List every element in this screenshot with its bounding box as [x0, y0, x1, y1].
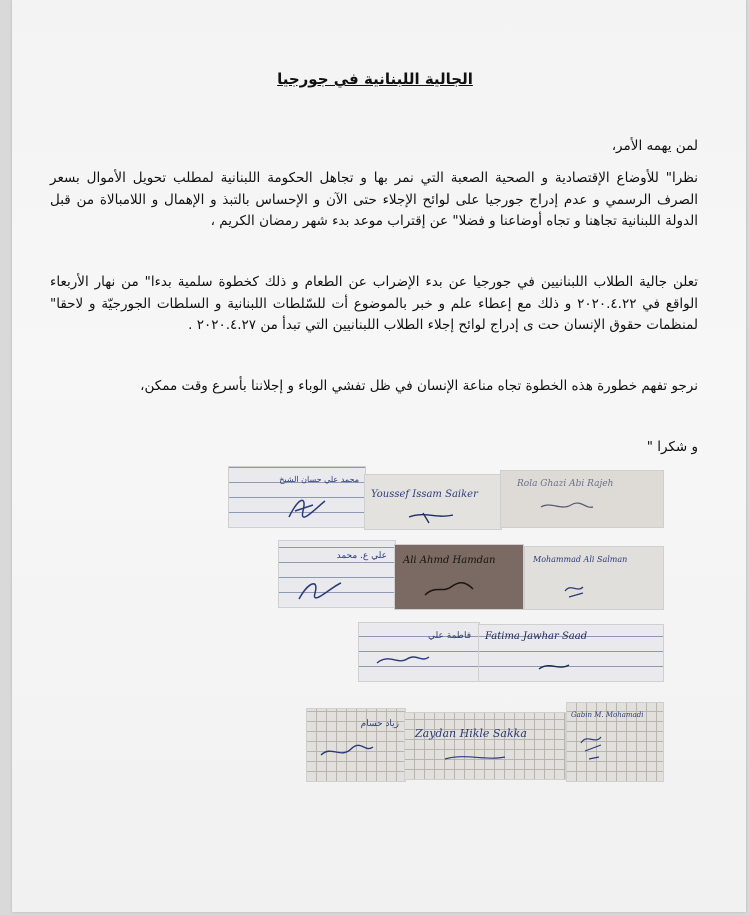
signature-card — [228, 466, 366, 528]
paragraph-situation: نظرا" للأوضاع الإقتصادية و الصحية الصعبة التي نمر بها و تجاهل الحكومة اللبنانية لمطلب تحويل الأموال بسعر الصرف الرسمي و عدم إدراج جورجيا على لوائح الإجلاء حتى الآن و الإحساس بالتبذ و الإهمال و اللامبالاة من قبل الدولة اللبنانية تجاهنا و تجاه أوضاعنا و فضلا" عن إقتراب موعد بدء شهر رمضان الكريم ، — [50, 170, 698, 229]
closing-thanks: و شكرا " — [646, 439, 698, 455]
signature-card — [566, 702, 664, 782]
paragraph-announcement: تعلن جالية الطلاب اللبنانيين في جورجيا عن بدء الإضراب عن الطعام و ذلك كخطوة سلمية بدءا" من نهار الأربعاء الواقع في ٢٠٢٠.٤.٢٢ و ذلك مع إعطاء علم و خبر بالموضوع أت للسّلطات اللبنانية و السلطات الجورجيّة و لاحقا" لمنظمات حقوق الإنسان حت ى إدراج لوائح إجلاء الطلاب اللبنانيين التي تبدأ من ٢٠٢٠.٤.٢٧ . — [50, 274, 698, 333]
signature-card — [358, 622, 480, 682]
handwritten-signature — [501, 471, 663, 527]
signature-name: Zaydan Hikle Sakka — [415, 727, 527, 740]
signature-name: Rola Ghazi Abi Rajeh — [517, 479, 614, 489]
handwritten-signature — [405, 713, 565, 779]
signature-card — [364, 474, 502, 530]
signature-card — [278, 540, 396, 608]
signature-card — [478, 624, 664, 682]
signature-name: Gabin M. Mohamadi — [571, 711, 644, 719]
handwritten-signature — [229, 467, 365, 527]
signature-name: Youssef Issam Saiker — [371, 489, 478, 500]
signature-name: زياد حسام — [360, 719, 399, 729]
signature-card — [500, 470, 664, 528]
signature-name: Ali Ahmd Hamdan — [403, 555, 496, 566]
signature-card — [404, 712, 566, 780]
handwritten-signature — [307, 709, 405, 781]
greeting-line: لمن يهمه الأمر، — [611, 138, 698, 154]
signature-name: فاطمة علي — [428, 631, 471, 641]
handwritten-signature — [359, 623, 479, 681]
handwritten-signature — [279, 541, 395, 607]
document-title: الجالية اللبنانية في جورجيا — [277, 70, 473, 88]
handwritten-signature — [567, 703, 663, 781]
signature-card — [524, 546, 664, 610]
handwritten-signature — [395, 545, 523, 609]
handwritten-signature — [365, 475, 501, 529]
paragraph-request: نرجو تفهم خطورة هذه الخطوة تجاه مناعة الإنسان في ظل تفشي الوباء و إجلاننا بأسرع وقت ممكن، — [140, 378, 698, 394]
signature-name: علي ع. محمد — [336, 551, 387, 561]
signature-card — [394, 544, 524, 610]
signature-name: Fatima Jawhar Saad — [485, 631, 588, 642]
signature-card — [306, 708, 406, 782]
handwritten-signature — [479, 625, 663, 681]
signature-name: Mohammad Ali Salman — [533, 555, 628, 564]
signature-name: محمد علي حسان الشيخ — [279, 475, 359, 484]
handwritten-signature — [525, 547, 663, 609]
